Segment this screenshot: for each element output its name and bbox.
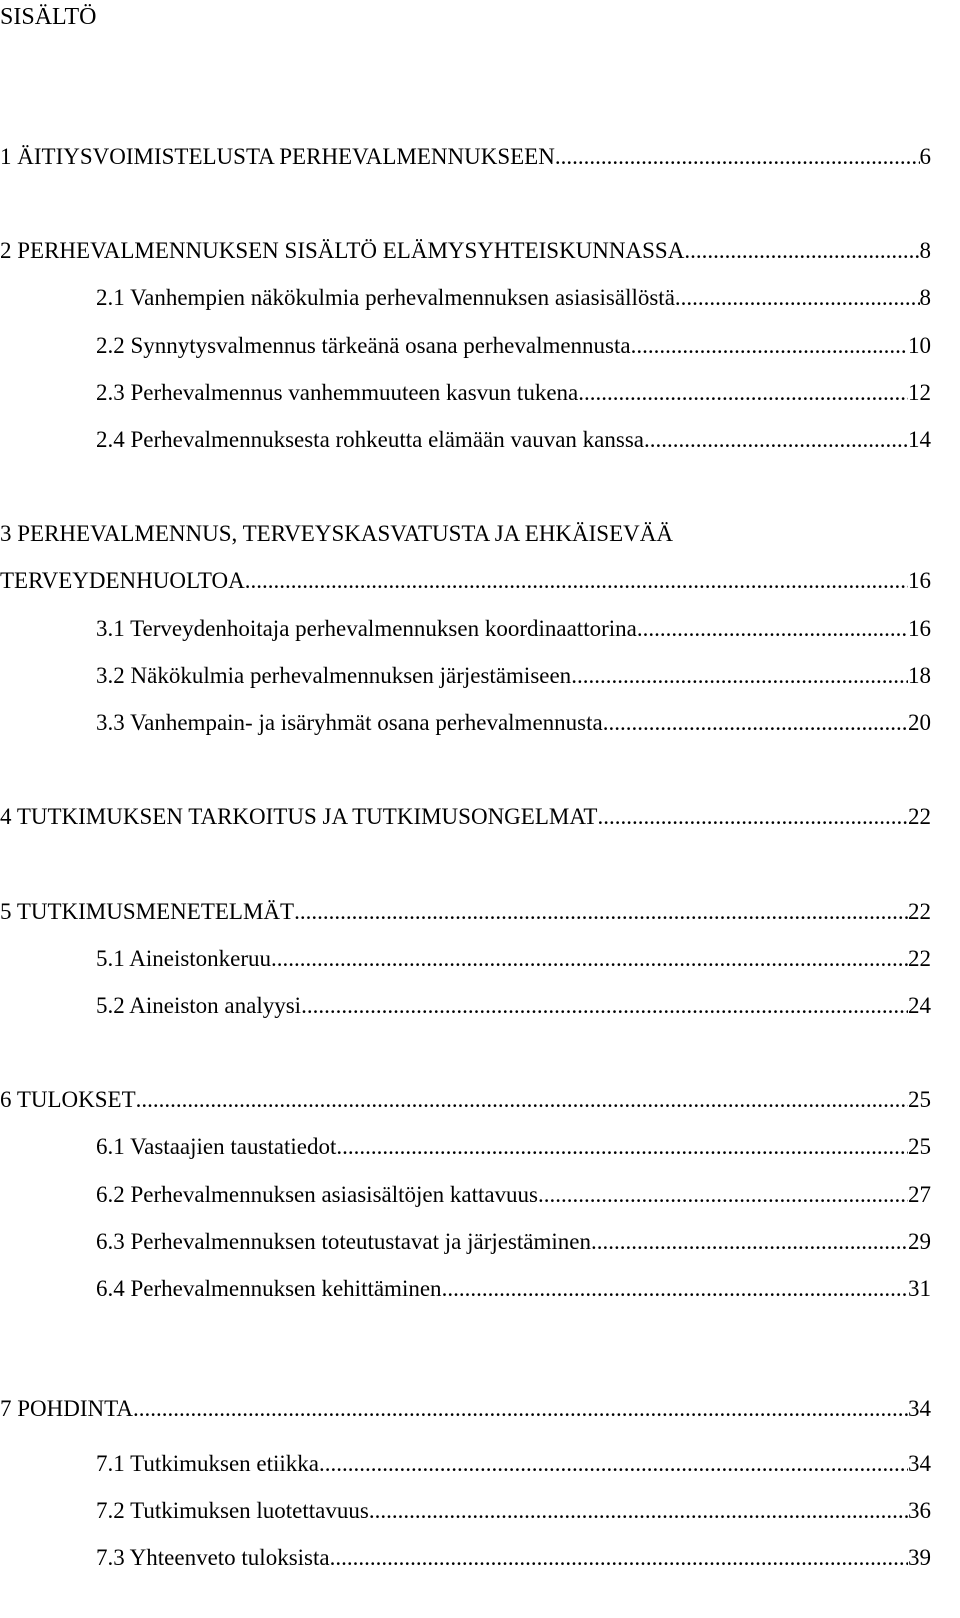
toc-entry-page: 18 — [908, 663, 931, 688]
dot-leader — [294, 897, 908, 927]
dot-leader — [369, 1496, 908, 1526]
toc-entry-page: 31 — [908, 1276, 931, 1301]
toc-entry-title: 5.1 Aineistonkeruu — [96, 946, 272, 971]
dot-leader — [301, 991, 908, 1021]
toc-entry-page: 8 — [919, 285, 931, 310]
toc-entry-section-6-4[interactable] — [96, 1274, 931, 1304]
toc-entry-title: 6 TULOKSET — [0, 1087, 136, 1112]
toc-entry-section-7-3[interactable] — [96, 1543, 931, 1573]
dot-leader — [336, 1132, 908, 1162]
toc-entry-title: 3.1 Terveydenhoitaja perhevalmennuksen koordinaattorina — [96, 616, 637, 641]
toc-entry-title: 7 POHDINTA — [0, 1396, 133, 1421]
toc-entry-chapter-4[interactable] — [0, 802, 931, 832]
toc-entry-title: 3.3 Vanhempain- ja isäryhmät osana perhevalmennusta — [96, 710, 603, 735]
toc-entry-section-2-2[interactable] — [96, 331, 931, 361]
toc-entry-page: 34 — [908, 1451, 931, 1476]
toc-entry-page: 29 — [908, 1229, 931, 1254]
toc-entry-page: 16 — [908, 568, 931, 593]
toc-entry-section-3-2[interactable] — [96, 661, 931, 691]
toc-entry-chapter-2[interactable] — [0, 236, 931, 266]
toc-entry-page: 20 — [908, 710, 931, 735]
toc-entry-chapter-5[interactable] — [0, 897, 931, 927]
dot-leader — [271, 944, 908, 974]
dot-leader — [136, 1085, 908, 1115]
toc-entry-section-7-1[interactable] — [96, 1449, 931, 1479]
toc-entry-title: 2.3 Perhevalmennus vanhemmuuteen kasvun tukena — [96, 380, 579, 405]
toc-entry-page: 6 — [919, 144, 931, 169]
toc-entry-title: 7.2 Tutkimuksen luotettavuus — [96, 1498, 369, 1523]
toc-entry-title: 4 TUTKIMUKSEN TARKOITUS JA TUTKIMUSONGELMAT — [0, 804, 598, 829]
toc-entry-page: 22 — [908, 899, 931, 924]
toc-entry-section-6-3[interactable] — [96, 1227, 931, 1257]
toc-entry-chapter-3[interactable] — [0, 519, 931, 549]
toc-entry-title: 2.4 Perhevalmennuksesta rohkeutta elämään vauvan kanssa — [96, 427, 644, 452]
dot-leader — [330, 1543, 908, 1573]
dot-leader — [631, 331, 908, 361]
toc-entry-page: 25 — [908, 1087, 931, 1112]
dot-leader — [603, 708, 908, 738]
toc-entry-title: 2 PERHEVALMENNUKSEN SISÄLTÖ ELÄMYSYHTEISKUNNASSA — [0, 238, 685, 263]
dot-leader — [591, 1227, 908, 1257]
toc-entry-page: 8 — [919, 238, 931, 263]
toc-entry-chapter-7[interactable] — [0, 1394, 931, 1424]
toc-entry-section-6-2[interactable] — [96, 1180, 931, 1210]
toc-entry-section-3-3[interactable] — [96, 708, 931, 738]
toc-entry-page: 39 — [908, 1545, 931, 1570]
toc-entry-title: 3.2 Näkökulmia perhevalmennuksen järjestämiseen — [96, 663, 572, 688]
toc-entry-section-2-4[interactable] — [96, 425, 931, 455]
toc-entry-section-5-1[interactable] — [96, 944, 931, 974]
toc-entry-section-7-2[interactable] — [96, 1496, 931, 1526]
page-title: SISÄLTÖ — [0, 4, 97, 30]
toc-entry-page: 34 — [908, 1396, 931, 1421]
toc-entry-title: 6.3 Perhevalmennuksen toteutustavat ja järjestäminen — [96, 1229, 591, 1254]
toc-entry-page: 10 — [908, 333, 931, 358]
toc-entry-title: 6.4 Perhevalmennuksen kehittäminen — [96, 1276, 442, 1301]
toc-entry-title: 3 PERHEVALMENNUS, TERVEYSKASVATUSTA JA EHKÄISEVÄÄ — [0, 521, 673, 546]
toc-entry-section-3-1[interactable] — [96, 614, 931, 644]
toc-entry-title: 5 TUTKIMUSMENETELMÄT — [0, 899, 295, 924]
toc-entry-page: 12 — [908, 380, 931, 405]
toc-entry-title: 1 ÄITIYSVOIMISTELUSTA PERHEVALMENNUKSEEN — [0, 144, 555, 169]
dot-leader — [133, 1394, 908, 1424]
toc-entry-page: 22 — [908, 946, 931, 971]
dot-leader — [597, 802, 908, 832]
toc-entry-page: 16 — [908, 616, 931, 641]
toc-entry-page: 14 — [908, 427, 931, 452]
toc-entry-title: 2.2 Synnytysvalmennus tärkeänä osana perhevalmennusta — [96, 333, 631, 358]
toc-entry-page: 27 — [908, 1182, 931, 1207]
toc-entry-section-5-2[interactable] — [96, 991, 931, 1021]
dot-leader — [578, 378, 908, 408]
toc-entry-title: 7.1 Tutkimuksen etiikka — [96, 1451, 319, 1476]
toc-entry-page: 25 — [908, 1134, 931, 1159]
toc-entry-section-2-3[interactable] — [96, 378, 931, 408]
toc-entry-title: 2.1 Vanhempien näkökulmia perhevalmennuksen asiasisällöstä — [96, 285, 675, 310]
dot-leader — [442, 1274, 908, 1304]
toc-entry-title: 5.2 Aineiston analyysi — [96, 993, 302, 1018]
toc-entry-title: 6.2 Perhevalmennuksen asiasisältöjen kattavuus — [96, 1182, 539, 1207]
dot-leader — [245, 566, 908, 596]
dot-leader — [538, 1180, 908, 1210]
toc-entry-title: 6.1 Vastaajien taustatiedot — [96, 1134, 337, 1159]
dot-leader — [555, 142, 920, 172]
dot-leader — [644, 425, 908, 455]
dot-leader — [684, 236, 919, 266]
toc-entry-page: 24 — [908, 993, 931, 1018]
toc-entry-title: TERVEYDENHUOLTOA — [0, 568, 245, 593]
toc-entry-chapter-6[interactable] — [0, 1085, 931, 1115]
toc-entry-title: 7.3 Yhteenveto tuloksista — [96, 1545, 330, 1570]
dot-leader — [637, 614, 908, 644]
dot-leader — [319, 1449, 908, 1479]
dot-leader — [571, 661, 908, 691]
toc-entry-section-6-1[interactable] — [96, 1132, 931, 1162]
dot-leader — [675, 283, 920, 313]
toc-entry-page: 22 — [908, 804, 931, 829]
toc-entry-page: 36 — [908, 1498, 931, 1523]
toc-entry-chapter-1[interactable] — [0, 142, 931, 172]
toc-entry-section-2-1[interactable] — [96, 283, 931, 313]
toc-entry-chapter-3-continued[interactable] — [0, 566, 931, 596]
